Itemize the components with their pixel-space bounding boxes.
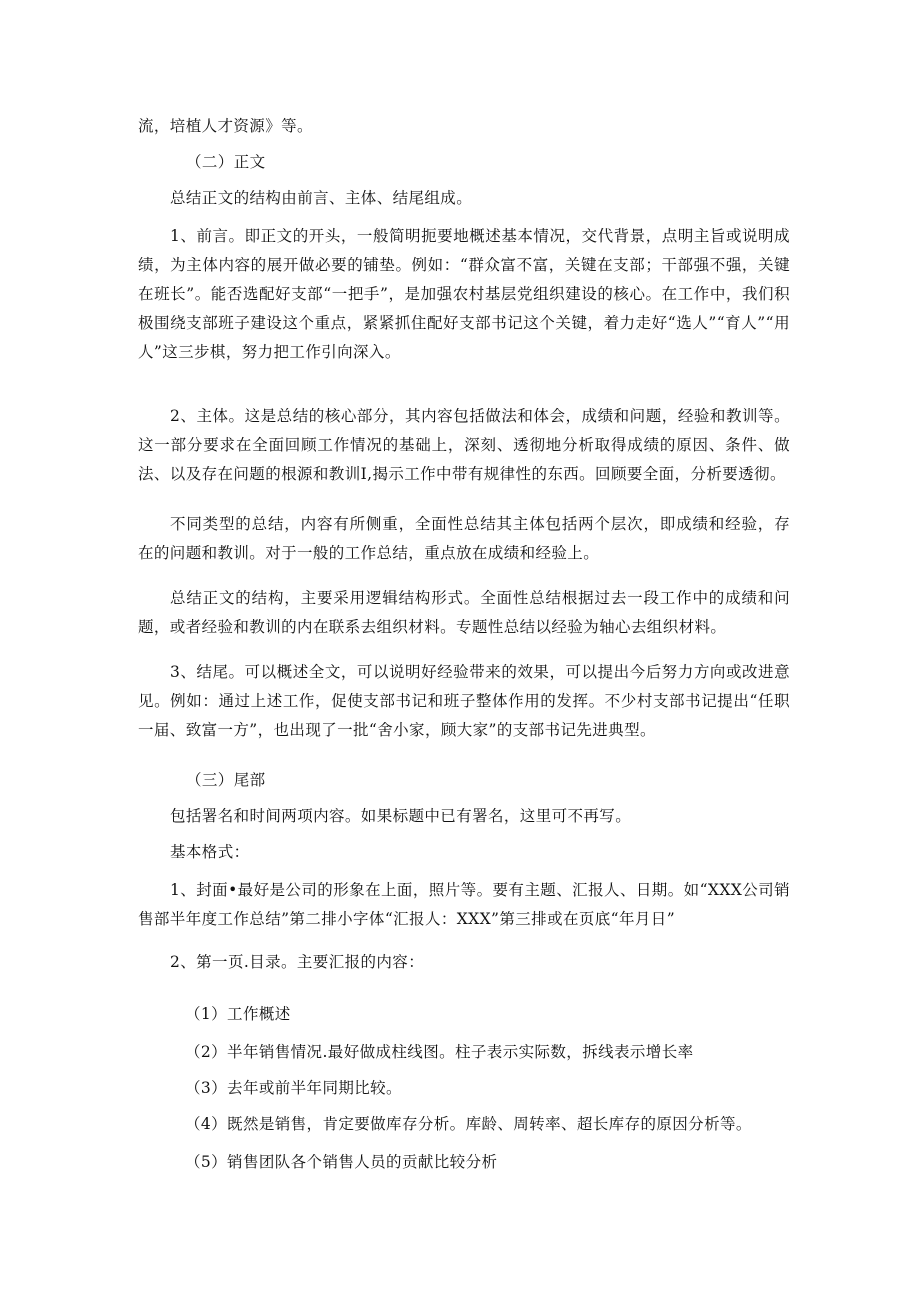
paragraph-continuation: 流，培植人才资源》等。: [138, 117, 313, 135]
list-item: （1）工作概述: [185, 1005, 291, 1023]
paragraph-logic-structure: 总结正文的结构，主要采用逻辑结构形式。全面性总结根据过去一段工作中的成绩和问题，或者经验和教训的内在联系去组织材料。专题性总结以经验为轴心去组织材料。: [138, 589, 790, 636]
list-item: （3）去年或前半年同期比较。: [185, 1079, 402, 1097]
paragraph-signature: 包括署名和时间两项内容。如果标题中已有署名，这里可不再写。: [170, 807, 632, 825]
list-item: （5）销售团队各个销售人员的贡献比较分析: [185, 1153, 498, 1171]
list-item: （4）既然是销售，肯定要做库存分析。库龄、周转率、超长库存的原因分析等。: [185, 1115, 752, 1133]
paragraph-preface: 1、前言。即正文的开头，一般简明扼要地概述基本情况，交代背景，点明主旨或说明成绩，为主体内容的展开做必要的铺垫。例如：“群众富不富，关键在支部；干部强不强，关键在班长”。能否选配好支部“一把手”，是加强农村基层党组织建设的核心。在工作中，我们积极围绕支部班子建设这个重点，紧紧抓住配好支部书记这个关键，着力走好“选人”“育人”“用人”这三步棋，努力把工作引向深入。: [138, 227, 790, 361]
paragraph-body-structure: 总结正文的结构由前言、主体、结尾组成。: [170, 189, 473, 207]
paragraph-ending: 3、结尾。可以概述全文，可以说明好经验带来的效果，可以提出今后努力方向或改进意见。例如：通过上述工作，促使支部书记和班子整体作用的发挥。不少村支部书记提出“任职一届、致富一方”，也出现了一批“舍小家，顾大家”的支部书记先进典型。: [138, 663, 790, 739]
list-item: （2）半年销售情况.最好做成柱线图。柱子表示实际数，拆线表示增长率: [185, 1043, 694, 1061]
paragraph-main-body: 2、主体。这是总结的核心部分，其内容包括做法和体会，成绩和问题，经验和教训等。这一部分要求在全面回顾工作情况的基础上，深刻、透彻地分析取得成绩的原因、条件、做法、以及存在问题的根源和教训I,揭示工作中带有规律性的东西。回顾要全面，分析要透彻。: [138, 407, 790, 483]
section-heading-tail: （三）尾部: [186, 771, 266, 789]
paragraph-table-of-contents: 2、第一页.目录。主要汇报的内容：: [170, 953, 425, 971]
paragraph-basic-format: 基本格式：: [170, 843, 250, 861]
paragraph-types: 不同类型的总结，内容有所侧重，全面性总结其主体包括两个层次，即成绩和经验，存在的问题和教训。对于一般的工作总结，重点放在成绩和经验上。: [138, 515, 790, 562]
section-heading-body: （二）正文: [186, 153, 266, 171]
paragraph-cover: 1、封面•最好是公司的形象在上面，照片等。要有主题、汇报人、日期。如“XXX公司销售部半年度工作总结”第二排小字体“汇报人：XXX”第三排或在页底“年月日”: [138, 881, 790, 928]
